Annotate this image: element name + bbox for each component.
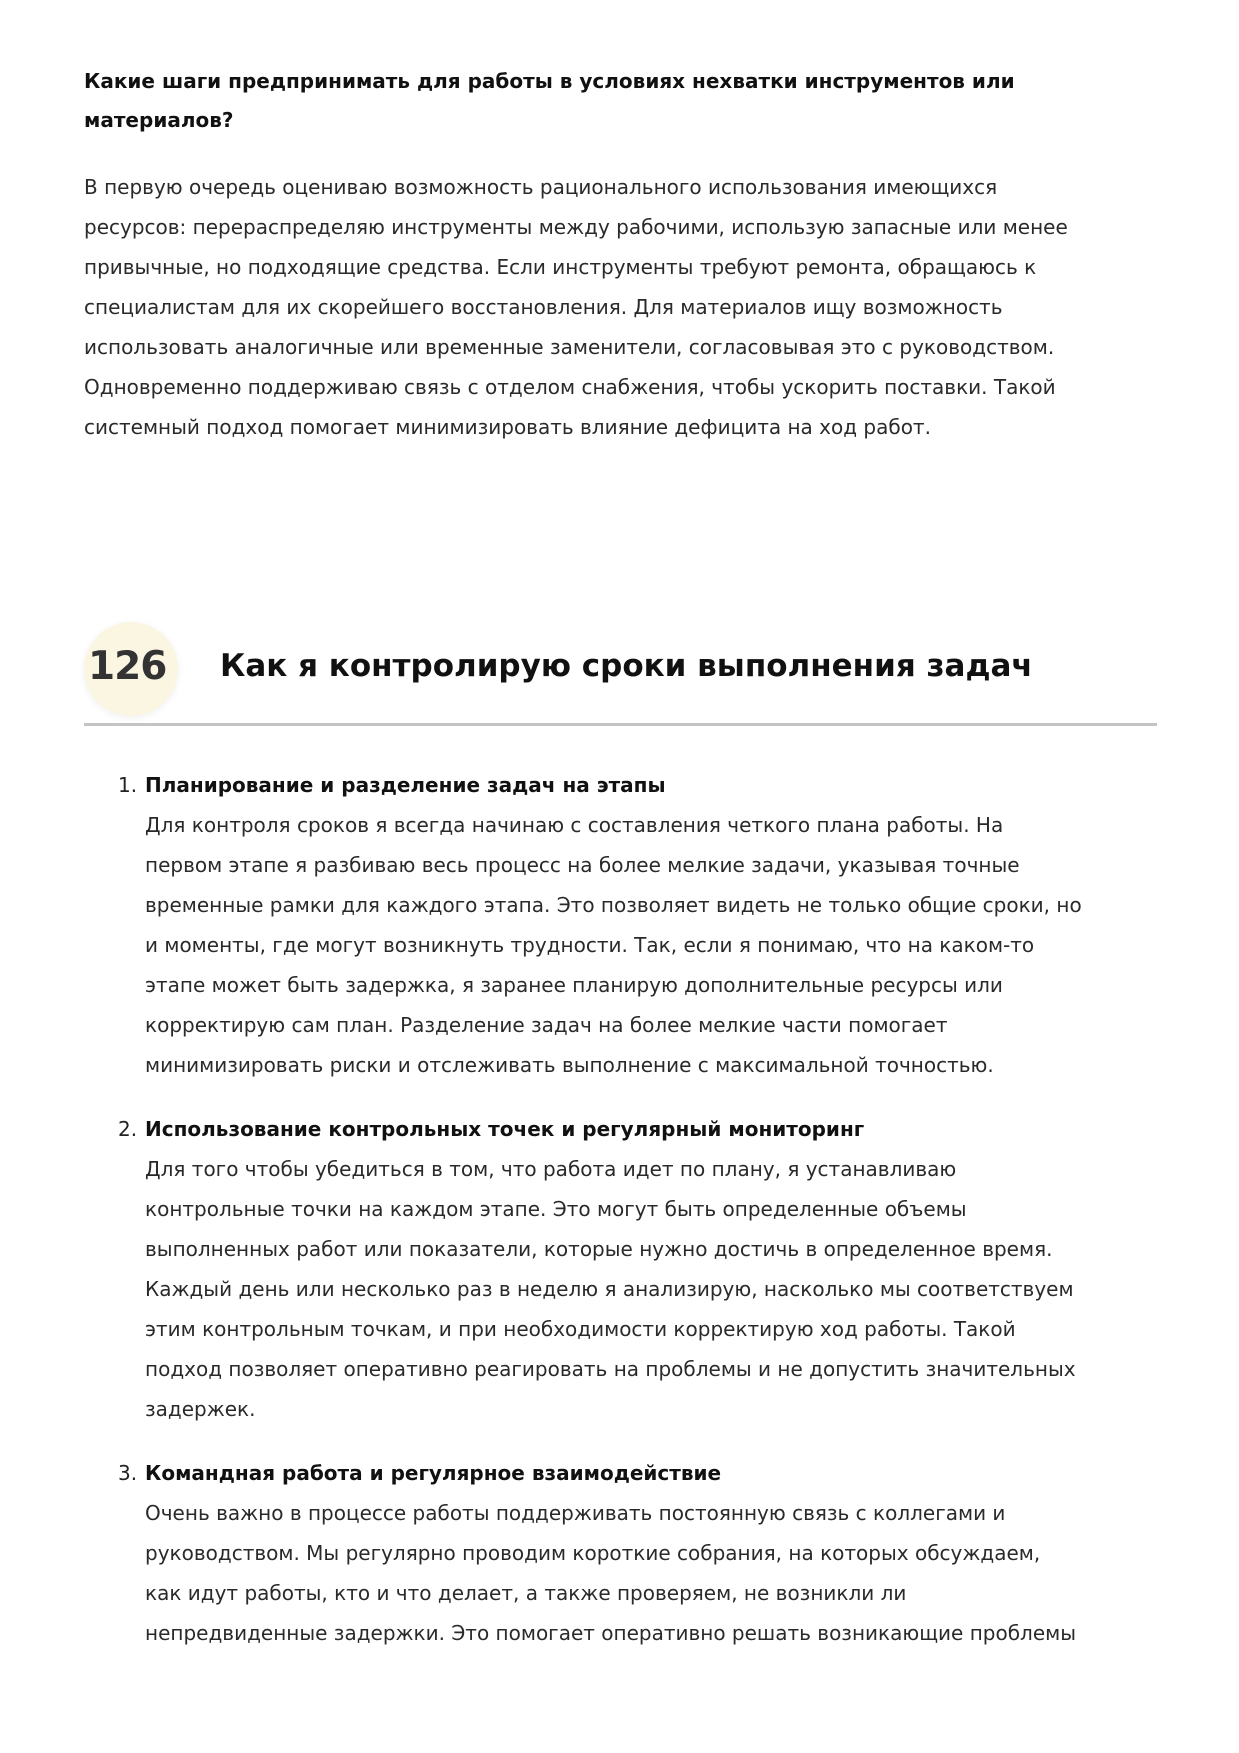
list-item-title: Использование контрольных точек и регулярный мониторинг <box>145 1117 865 1141</box>
list-item-number: 2. <box>118 1117 138 1141</box>
list-item-line: первом этапе я разбиваю весь процесс на более мелкие задачи, указывая точные <box>145 853 1020 877</box>
question-line: Какие шаги предпринимать для работы в условиях нехватки инструментов или <box>84 69 1015 93</box>
list-item <box>0 1453 1239 1653</box>
answer-line: ресурсов: перераспределяю инструменты между рабочими, использую запасные или менее <box>84 215 1068 239</box>
section-number: 126 <box>88 644 167 689</box>
list-item-line: как идут работы, кто и что делает, а также проверяем, не возникли ли <box>145 1581 907 1605</box>
list-item-line: и моменты, где могут возникнуть трудности. Так, если я понимаю, что на каком-то <box>145 933 1035 957</box>
list-item-line: выполненных работ или показатели, которые нужно достичь в определенное время. <box>145 1237 1053 1261</box>
list-item-line: Очень важно в процессе работы поддерживать постоянную связь с коллегами и <box>145 1501 1006 1525</box>
list-item-title: Планирование и разделение задач на этапы <box>145 773 666 797</box>
list-item-body <box>145 1149 1239 1429</box>
list-item-line: подход позволяет оперативно реагировать на проблемы и не допустить значительных <box>145 1357 1076 1381</box>
list-item-line: корректирую сам план. Разделение задач на более мелкие части помогает <box>145 1013 948 1037</box>
list-item-body <box>145 1493 1239 1653</box>
list-item-line: минимизировать риски и отслеживать выполнение с максимальной точностью. <box>145 1053 994 1077</box>
list-item-line: задержек. <box>145 1397 256 1421</box>
list-item-number: 1. <box>118 773 138 797</box>
list-item-line: Для контроля сроков я всегда начинаю с составления четкого плана работы. На <box>145 813 1004 837</box>
answer-line: использовать аналогичные или временные заменители, согласовывая это с руководством. <box>84 335 1055 359</box>
section-title: Как я контролирую сроки выполнения задач <box>220 648 1033 684</box>
list-item-title: Командная работа и регулярное взаимодействие <box>145 1461 722 1485</box>
list-item-line: этим контрольным точкам, и при необходимости корректирую ход работы. Такой <box>145 1317 1016 1341</box>
numbered-list <box>0 765 1239 1677</box>
list-item-line: Каждый день или несколько раз в неделю я анализирую, насколько мы соответствуем <box>145 1277 1074 1301</box>
list-item <box>0 765 1239 1085</box>
question-heading <box>84 62 1015 140</box>
answer-line: В первую очередь оцениваю возможность рационального использования имеющихся <box>84 175 998 199</box>
answer-paragraph <box>84 167 1068 447</box>
list-item-line: этапе может быть задержка, я заранее планирую дополнительные ресурсы или <box>145 973 1003 997</box>
list-item-number: 3. <box>118 1461 138 1485</box>
answer-line: системный подход помогает минимизировать влияние дефицита на ход работ. <box>84 415 931 439</box>
answer-line: специалистам для их скорейшего восстановления. Для материалов ищу возможность <box>84 295 1003 319</box>
question-line: материалов? <box>84 108 234 132</box>
answer-line: привычные, но подходящие средства. Если инструменты требуют ремонта, обращаюсь к <box>84 255 1037 279</box>
list-item-line: временные рамки для каждого этапа. Это позволяет видеть не только общие сроки, но <box>145 893 1082 917</box>
list-item-line: непредвиденные задержки. Это помогает оперативно решать возникающие проблемы <box>145 1621 1076 1645</box>
list-item-line: контрольные точки на каждом этапе. Это могут быть определенные объемы <box>145 1197 967 1221</box>
list-item-line: руководством. Мы регулярно проводим короткие собрания, на которых обсуждаем, <box>145 1541 1041 1565</box>
list-item-line: Для того чтобы убедиться в том, что работа идет по плану, я устанавливаю <box>145 1157 957 1181</box>
list-item-body <box>145 805 1239 1085</box>
section-divider <box>84 723 1157 726</box>
answer-line: Одновременно поддерживаю связь с отделом снабжения, чтобы ускорить поставки. Такой <box>84 375 1056 399</box>
list-item <box>0 1109 1239 1429</box>
